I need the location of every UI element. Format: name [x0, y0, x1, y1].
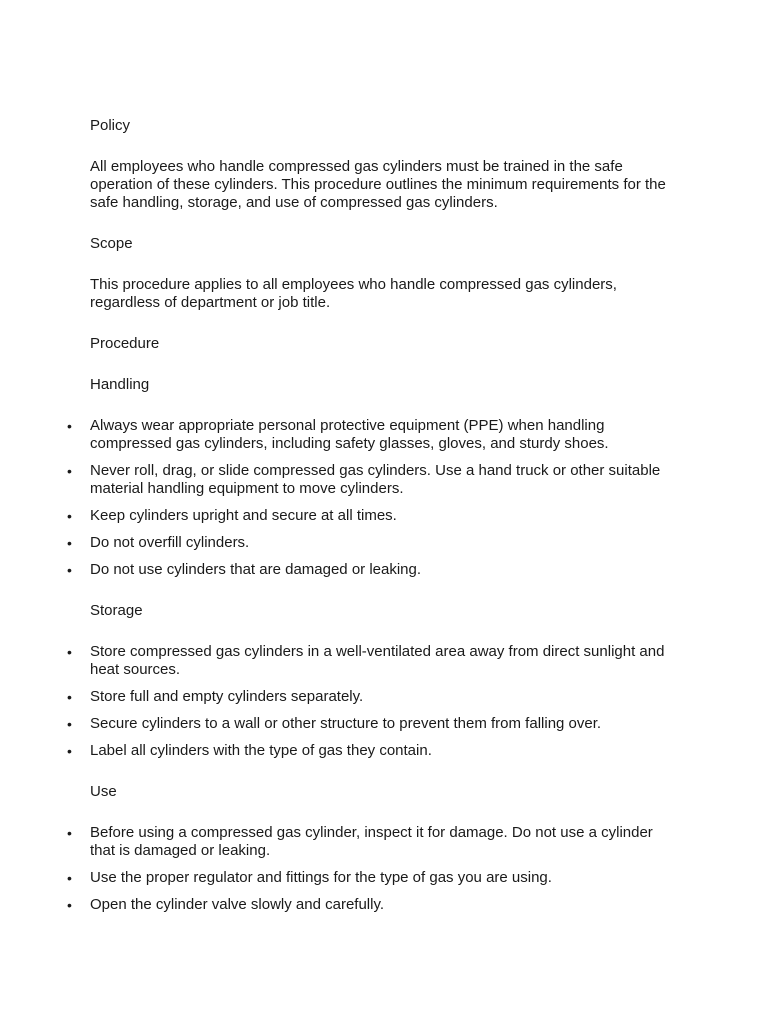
list-item — [67, 742, 680, 760]
list-item — [67, 824, 680, 860]
bullet-icon: • — [67, 870, 72, 886]
list-item-text: Store compressed gas cylinders in a well-ventilated area away from direct sunlight and heat sources. — [90, 643, 665, 678]
handling-heading: Handling — [90, 376, 150, 393]
list-item — [67, 417, 680, 453]
bullet-icon: • — [67, 644, 72, 660]
scope-heading: Scope — [90, 235, 133, 252]
list-item-text: Never roll, drag, or slide compressed gas cylinders. Use a hand truck or other suitable material handling equipment to move cylinders. — [90, 462, 661, 497]
document-page — [67, 117, 680, 937]
bullet-icon: • — [67, 689, 72, 705]
bullet-icon: • — [67, 716, 72, 732]
list-item-text: Before using a compressed gas cylinder, inspect it for damage. Do not use a cylinder that is damaged or leaking. — [90, 824, 653, 859]
bullet-icon: • — [67, 825, 72, 841]
bullet-icon: • — [67, 508, 72, 524]
list-item-text: Label all cylinders with the type of gas they contain. — [90, 742, 432, 759]
bullet-icon: • — [67, 743, 72, 759]
list-item — [67, 869, 680, 887]
bullet-icon: • — [67, 535, 72, 551]
policy-heading: Policy — [90, 117, 131, 134]
list-item — [67, 561, 680, 579]
list-item-text: Use the proper regulator and fittings for the type of gas you are using. — [90, 869, 552, 886]
list-item — [67, 507, 680, 525]
list-item — [67, 534, 680, 552]
policy-paragraph: All employees who handle compressed gas cylinders must be trained in the safe operation of these cylinders. This procedure outlines the minimum requirements for the safe handling, storage, and use of compressed gas cylinders. — [90, 158, 666, 211]
list-item — [67, 896, 680, 914]
handling-list — [67, 417, 680, 579]
list-item-text: Do not overfill cylinders. — [90, 534, 250, 551]
use-heading: Use — [90, 783, 117, 800]
use-list — [67, 824, 680, 914]
list-item-text: Open the cylinder valve slowly and carefully. — [90, 896, 385, 913]
list-item — [67, 643, 680, 679]
bullet-icon: • — [67, 463, 72, 479]
bullet-icon: • — [67, 562, 72, 578]
storage-heading: Storage — [90, 602, 143, 619]
storage-list — [67, 643, 680, 760]
list-item — [67, 688, 680, 706]
list-item-text: Keep cylinders upright and secure at all times. — [90, 507, 397, 524]
list-item — [67, 462, 680, 498]
list-item-text: Always wear appropriate personal protective equipment (PPE) when handling compressed gas cylinders, including safety glasses, gloves, and sturdy shoes. — [90, 417, 609, 452]
bullet-icon: • — [67, 418, 72, 434]
list-item-text: Do not use cylinders that are damaged or leaking. — [90, 561, 422, 578]
list-item-text: Store full and empty cylinders separately. — [90, 688, 364, 705]
bullet-icon: • — [67, 897, 72, 913]
scope-paragraph: This procedure applies to all employees who handle compressed gas cylinders, regardless of department or job title. — [90, 276, 617, 311]
list-item-text: Secure cylinders to a wall or other structure to prevent them from falling over. — [90, 715, 602, 732]
list-item — [67, 715, 680, 733]
procedure-heading: Procedure — [90, 335, 160, 352]
